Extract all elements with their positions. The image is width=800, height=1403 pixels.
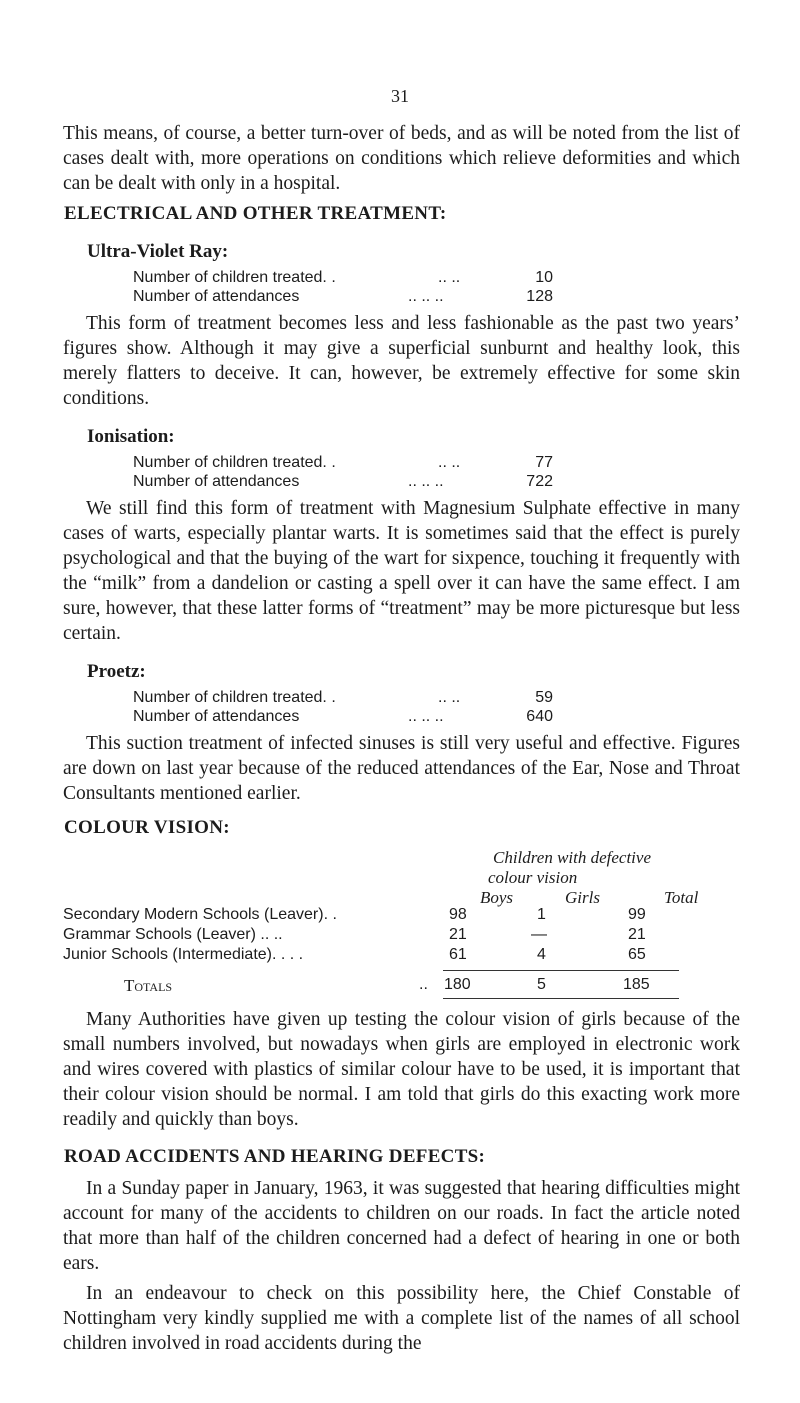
totals-leader: .. — [419, 976, 428, 993]
stat-leader: .. .. .. — [408, 288, 444, 305]
col-boys: Boys — [480, 888, 514, 907]
ionisation-text: We still find this form of treatment with Magnesium Sulphate effective in many cases of warts, especially plantar warts. It is sometimes said that the effect is purely psychological and that the buying of the wart for sixpence, touching it frequently with the “milk” from a dandelion or casting a spell over it can have the same effect. I am sure, however, that these latter forms of “treatment” may be more picturesque but less certain. — [63, 498, 740, 644]
colour-vision-table — [63, 848, 703, 998]
row-label: Junior Schools (Intermediate). . . . — [63, 946, 304, 963]
table-rule-top — [443, 970, 679, 971]
row-label: Secondary Modern Schools (Leaver). . — [63, 906, 337, 923]
stat-leader: .. .. — [438, 269, 461, 286]
proetz-title: Proetz: — [87, 661, 146, 682]
stat-value: 128 — [526, 288, 553, 305]
stat-label: Number of children treated. . — [133, 454, 336, 471]
stat-row — [133, 707, 553, 727]
col-girls: Girls — [565, 888, 600, 907]
cell-boys: 98 — [449, 906, 467, 923]
table-row — [63, 946, 683, 966]
stat-value: 59 — [535, 689, 553, 706]
stat-leader: .. .. .. — [408, 473, 444, 490]
stat-label: Number of attendances — [133, 473, 300, 490]
row-label: Grammar Schools (Leaver) .. .. — [63, 926, 283, 943]
road-accidents-paragraph-2: In an endeavour to check on this possibility here, the Chief Constable of Nottingham very kindly supplied me with a complete list of the names of all school children involved in road accidents during the — [63, 1283, 740, 1354]
totals-boys: 180 — [444, 976, 471, 993]
cell-total: 21 — [628, 926, 646, 943]
stat-leader: .. .. — [438, 454, 461, 471]
col-total: Total — [664, 888, 699, 907]
stat-label: Number of children treated. . — [133, 689, 336, 706]
page-number: 31 — [391, 86, 409, 106]
totals-label: Totals — [124, 976, 173, 995]
stat-label: Number of children treated. . — [133, 269, 336, 286]
stat-value: 10 — [535, 269, 553, 286]
stat-row — [133, 688, 553, 708]
stat-value: 722 — [526, 473, 553, 490]
stat-row — [133, 472, 553, 492]
colour-vision-heading: COLOUR VISION: — [64, 817, 230, 838]
cell-girls: — — [531, 926, 547, 943]
totals-total: 185 — [623, 976, 650, 993]
ultraviolet-title: Ultra-Violet Ray: — [87, 241, 229, 262]
table-totals-row — [63, 976, 683, 996]
cell-girls: 1 — [537, 906, 546, 923]
stat-label: Number of attendances — [133, 708, 300, 725]
totals-girls: 5 — [537, 976, 546, 993]
ionisation-stats — [133, 453, 553, 493]
proetz-text: This suction treatment of infected sinuses is still very useful and effective. Figures are down on last year because of the reduced attendances of the Ear, Nose and Throat Consultants mentioned earlier. — [63, 733, 740, 804]
colour-vision-text: Many Authorities have given up testing the colour vision of girls because of the small numbers involved, but nowadays when girls are employed in electronic work and wires covered with plastics of similar colour have to be used, it is important that their colour vision should be normal. I am told that girls do this exacting work more readily and quickly than boys. — [63, 1009, 740, 1130]
table-caption-line2-text: colour vision — [488, 868, 578, 887]
stat-row — [133, 287, 553, 307]
stat-row — [133, 268, 553, 288]
table-row — [63, 926, 683, 946]
ultraviolet-stats — [133, 268, 553, 308]
stat-value: 640 — [526, 708, 553, 725]
electrical-heading: ELECTRICAL AND OTHER TREATMENT: — [64, 203, 447, 224]
stat-leader: .. .. .. — [408, 708, 444, 725]
road-accidents-heading: ROAD ACCIDENTS AND HEARING DEFECTS: — [64, 1146, 486, 1167]
stat-leader: .. .. — [438, 689, 461, 706]
table-caption-line1-text: Children with defective — [493, 848, 651, 867]
intro-paragraph: This means, of course, a better turn-over of beds, and as will be noted from the list of cases dealt with, more operations on conditions which relieve deformities and which can be dealt with only in a hospital. — [63, 123, 740, 194]
cell-boys: 61 — [449, 946, 467, 963]
cell-boys: 21 — [449, 926, 467, 943]
stat-row — [133, 453, 553, 473]
cell-total: 65 — [628, 946, 646, 963]
ionisation-title: Ionisation: — [87, 426, 175, 447]
proetz-stats — [133, 688, 553, 728]
table-caption-line2 — [488, 868, 577, 888]
cell-girls: 4 — [537, 946, 546, 963]
table-header-row — [63, 888, 699, 908]
stat-value: 77 — [535, 454, 553, 471]
table-row — [63, 906, 683, 926]
cell-total: 99 — [628, 906, 646, 923]
stat-label: Number of attendances — [133, 288, 300, 305]
table-rule-bottom — [443, 998, 679, 999]
ultraviolet-text: This form of treatment becomes less and less fashionable as the past two years’ figures show. Although it may give a superficial sunburnt and healthy look, this merely flatters to deceive. It can, however, be extremely effective for some skin conditions. — [63, 313, 740, 409]
road-accidents-paragraph-1: In a Sunday paper in January, 1963, it was suggested that hearing difficulties might account for many of the accidents to children on our roads. In fact the article noted that more than half of the children concerned had a defect of hearing in one or both ears. — [63, 1178, 740, 1274]
